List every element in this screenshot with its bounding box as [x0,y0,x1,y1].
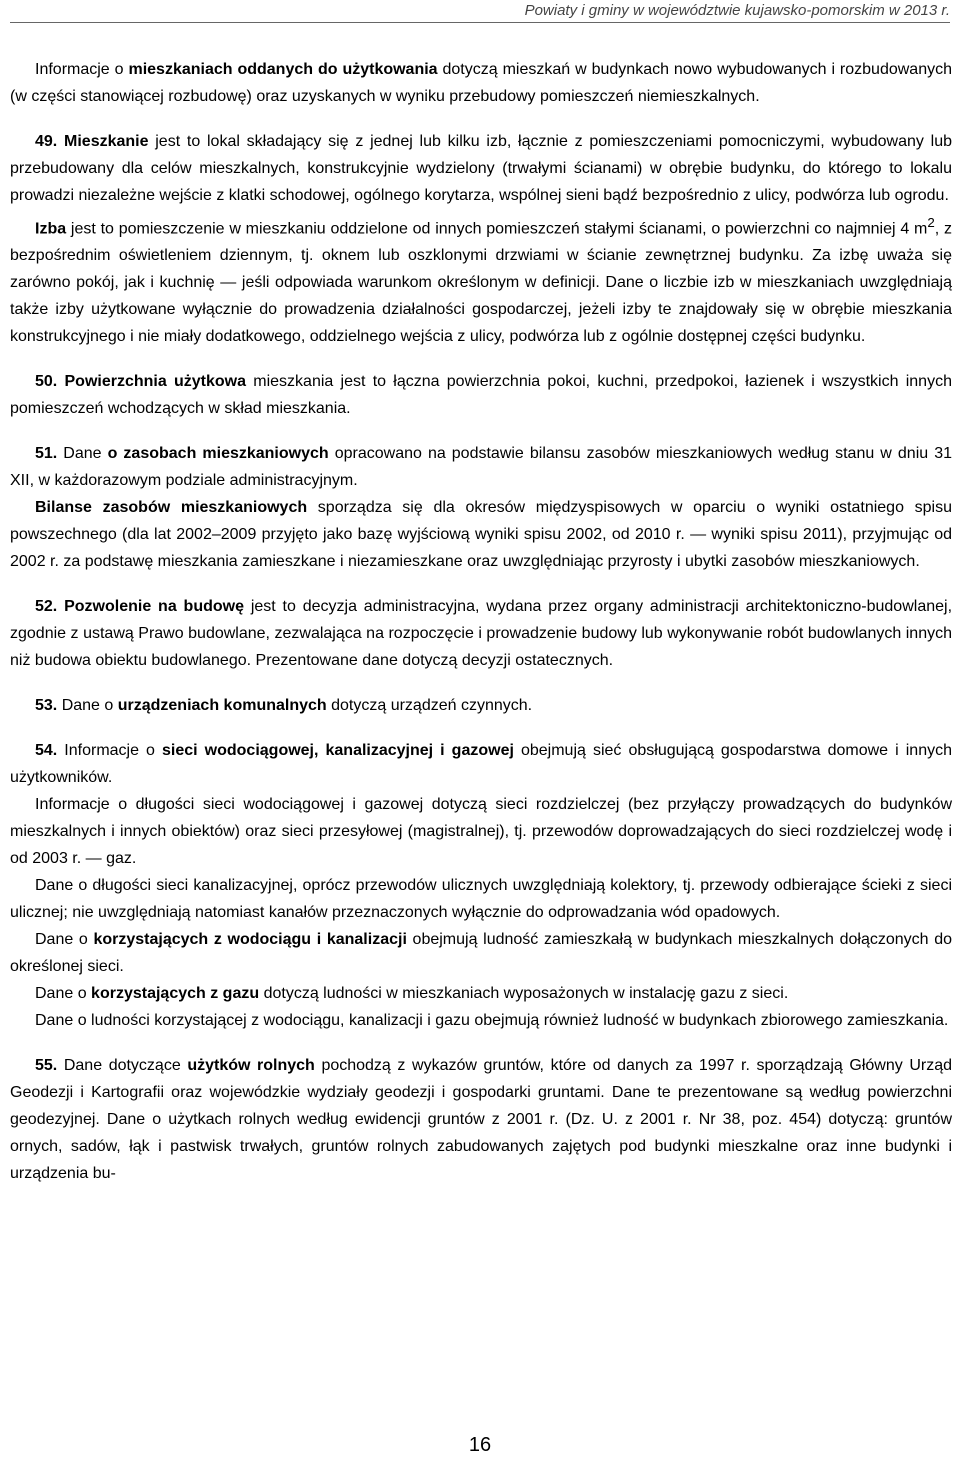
section-54-p5 [10,980,952,1007]
section-54-p2: Informacje o długości sieci wodociągowej i gazowej dotyczą sieci rozdzielczej (bez przyłączy prowadzących do budynków mieszkalnych i innych obiektów) oraz sieci przesyłowej (magistralnej), tj. przewodów doprowadzających do sieci rozdzielczej wodę i od 2003 r. — gaz. [10,796,952,868]
definition-text: mieszkania jest to łączna powierzchnia pokoi, kuchni, przedpokoi, łazienek i wszystkich innych pomieszczeń wchodzących w skład mieszkania. [10,373,952,418]
definition-text: jest to lokal składający się z jednej lub kilku izb, łącznie z pomieszczeniami pomocniczymi, wybudowany lub przebudowany dla celów mieszkalnych, konstrukcyjnie wydzielony (trwałymi ścianami) w obrębie budynku, do którego to lokalu prowadzi niezależne wejście z klatki schodowej, ogólnego korytarza, wspólnej sieni bądź bezpośrednio z ulicy, podwórza lub ogrodu. [10,133,953,204]
definition-text: jest to pomieszczenie w mieszkaniu oddzielone od innych pomieszczeń stałymi ścianami, o powierzchni co najmniej 4 m [66,220,928,238]
intro-text-cont: dotyczą mieszkań w budynkach nowo wybudowanych i rozbudowanych (w części stanowiącej rozbudowę) oraz uzyskanych w wyniku przebudowy pomieszczeń niemieszkalnych. [10,61,953,105]
page-content [10,56,952,1187]
section-49-izba [10,209,952,350]
section-54-p4 [10,926,952,980]
section-51 [10,440,952,494]
section-number: 49. [35,133,58,150]
section-54-p3: Dane o długości sieci kanalizacyjnej, oprócz przewodów ulicznych uwzględniają kolektory, tj. przewody odbierające ścieki z sieci ulicznej; nie uwzględniają natomiast kanałów przeznaczonych wyłącznie do odprowadzania wód opadowych. [10,877,952,922]
term-urzadzenia: urządzeniach komunalnych [117,697,327,715]
term-pozwolenie: Pozwolenie na budowę [64,598,244,616]
text: Dane o [35,985,92,1003]
section-number: 53. [35,697,58,715]
intro-text: Informacje o [35,61,129,78]
text-cont: obejmują ludność zamieszkałą w budynkach mieszkalnych dołączonych do określonej sieci. [10,931,952,976]
term-wodociag-kanalizacja: korzystających z wodociągu i kanalizacji [93,931,407,949]
section-49 [10,128,952,209]
section-number: 50. [35,373,58,391]
term-zasoby: o zasobach mieszkaniowych [107,445,329,463]
header-rule [10,22,950,23]
definition-text: sporządza się dla okresów międzyspisowych w oparciu o wyniki ostatniego spisu powszechnego (dla lat 2002–2009 przyjęto jako bazę wyjściową wyniki spisu 2002, od 2010 r. — wyniki spisu 2011), przyjmując od 2002 r. za podstawę mieszkania zamieszkane i niezamieszkane oraz uwzględniając przyrosty i ubytki zasobów mieszkaniowych. [10,499,953,571]
term-gaz: korzystających z gazu [91,985,260,1003]
intro-term: mieszkaniach oddanych do użytkowania [128,61,438,78]
text-cont: dotyczą urządzeń czynnych. [326,697,533,715]
section-51-bilanse [10,494,952,575]
section-number: 54. [35,742,58,760]
section-number: 52. [35,598,58,616]
term-uzytki-rolne: użytków rolnych [187,1057,315,1075]
definition-text: jest to decyzja administracyjna, wydana przez organy administracji architektoniczno-budowlanej, zgodnie z ustawą Prawo budowlane, zezwalająca na rozpoczęcie i prowadzenie budowy lub wykonywanie robót budowlanych innych niż budowa obiektu budowlanego. Prezentowane dane dotyczą decyzji ostatecznych. [10,598,953,670]
superscript: 2 [927,215,935,230]
section-55 [10,1052,952,1187]
term-izba: Izba [35,220,67,238]
term-mieszkanie: Mieszkanie [64,133,149,150]
page-number: 16 [468,1434,492,1456]
definition-text: opracowano na podstawie bilansu zasobów mieszkaniowych według stanu w dniu 31 XII, w każdorazowym podziale administracyjnym. [10,445,953,490]
term-bilanse: Bilanse zasobów mieszkaniowych [35,499,308,517]
text-cont: obejmują sieć obsługującą gospodarstwa domowe i innych użytkowników. [10,742,953,787]
text: Dane [57,445,108,463]
section-54 [10,737,952,791]
running-header: Powiaty i gminy w województwie kujawsko-pomorskim w 2013 r. [524,2,950,19]
text: Dane dotyczące [57,1057,188,1075]
term-sieci: sieci wodociągowej, kanalizacyjnej i gazowej [162,742,514,760]
section-number: 55. [35,1057,58,1075]
intro-paragraph [10,56,952,110]
text: Informacje o [57,742,163,760]
text: Dane o [35,931,94,949]
text: Dane o [57,697,118,715]
text-cont: dotyczą ludności w mieszkaniach wyposażonych w instalację gazu z sieci. [259,985,789,1003]
section-52 [10,593,952,674]
term-powierzchnia: Powierzchnia użytkowa [64,373,247,391]
section-50 [10,368,952,422]
definition-text-cont: , z bezpośrednim oświetleniem dziennym, tj. oknem lub oszklonymi drzwiami w ścianie zewnętrznej budynku. Za izbę uważa się zarówno pokój, jak i kuchnię — jeśli odpowiada warunkom określonym w definicji. Dane o liczbie izb w mieszkaniach uwzględniają także izby użytkowane wyłącznie do prowadzenia działalności gospodarczej, jeżeli izby te znajdowały się w obrębie mieszkania konstrukcyjnego i nie miały dodatkowego, oddzielnego wejścia z ulicy, podwórza lub z ogólnie dostępnej części budynku. [10,220,953,346]
section-53 [10,692,952,719]
section-number: 51. [35,445,58,463]
section-54-p6: Dane o ludności korzystającej z wodociągu, kanalizacji i gazu obejmują również ludność w budynkach zbiorowego zamieszkania. [35,1012,949,1030]
definition-text: pochodzą z wykazów gruntów, które od danych za 1997 r. sporządzają Główny Urząd Geodezji i Kartografii oraz wojewódzkie wydziały geodezji i gospodarki gruntami. Dane te prezentowane są według powierzchni geodezyjnej. Dane o użytkach rolnych według ewidencji gruntów z 2001 r. (Dz. U. z 2001 r. Nr 38, poz. 454) dotyczą: gruntów ornych, sadów, łąk i pastwisk trwałych, gruntów rolnych zabudowanych zajętych pod budynki mieszkalne oraz inne budynki i urządzenia bu- [10,1057,953,1183]
